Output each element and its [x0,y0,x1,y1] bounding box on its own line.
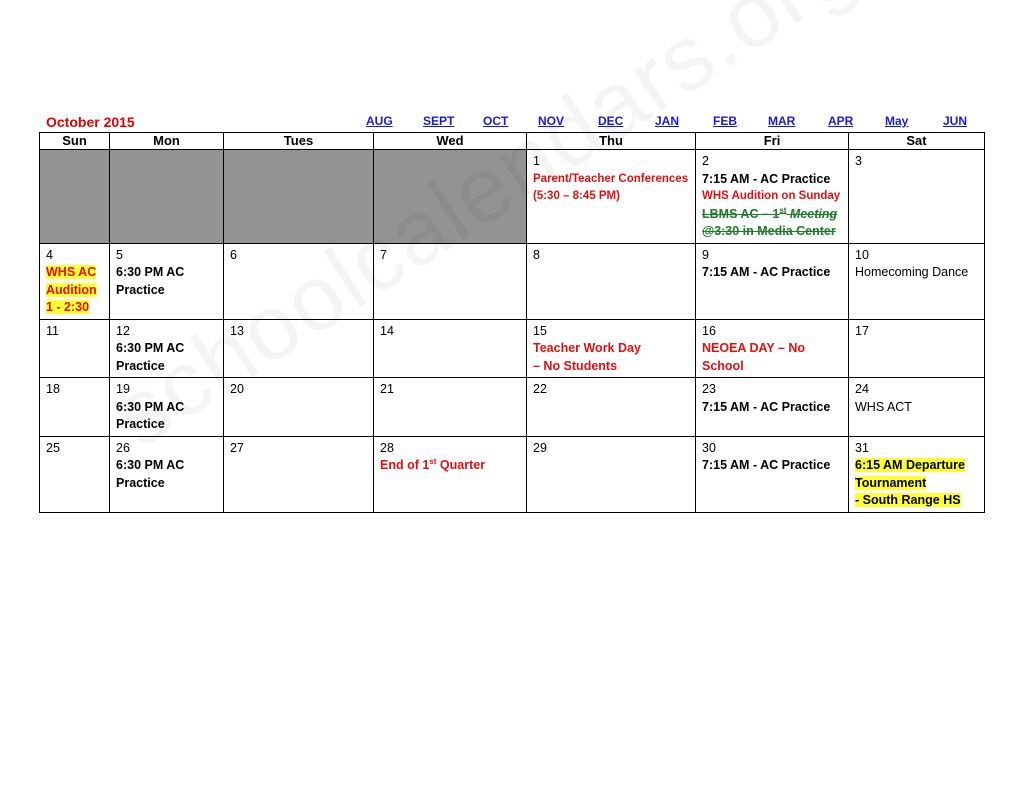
day-number: 17 [855,323,869,338]
day-cell-1 [527,150,696,244]
event-text: WHS ACT [855,399,912,414]
empty-day-cell [40,150,110,244]
week-row [40,378,985,437]
event-text: Homecoming Dance [855,265,969,279]
day-cell-28 [374,436,527,512]
day-cell-14 [374,319,527,378]
event-text: Parent/Teacher Conferences [533,172,689,185]
day-number: 11 [46,323,59,338]
month-link-sept[interactable]: SEPT [423,114,455,128]
month-link-dec[interactable]: DEC [598,114,624,128]
event-text: Practice [116,417,165,431]
day-number: 14 [380,323,394,338]
event-text-struck: LBMS AC – 1st Meeting [702,205,838,221]
calendar-grid [39,132,985,513]
day-number: 23 [702,382,716,396]
event-text-struck: @3:30 in Media Center [702,224,836,238]
event-text: 6:30 PM AC [116,399,185,414]
event-text: - South Range HS [855,493,961,507]
week-row [40,150,985,244]
week-row [40,436,985,512]
day-number: 10 [855,247,869,262]
day-number: 19 [116,382,130,396]
day-cell-15 [527,319,696,378]
event-text: 7:15 AM - AC Practice [702,399,831,414]
week-row [40,319,985,378]
event-text: NEOEA DAY – No [702,341,806,355]
day-number: 6 [230,247,237,262]
day-cell-4 [40,243,110,319]
day-cell-27 [224,436,374,512]
day-number: 30 [702,440,716,455]
month-link-jan[interactable]: JAN [655,114,680,128]
day-cell-22 [527,378,696,437]
day-cell-21 [374,378,527,437]
event-text: – No Students [533,358,618,373]
day-cell-7 [374,243,527,319]
day-number: 9 [702,247,709,262]
event-text: WHS AC [46,265,97,279]
day-header-sun: Sun [40,133,110,150]
day-number: 31 [855,440,869,455]
day-number: 20 [230,382,244,396]
day-number: 7 [380,247,387,262]
event-text: End of 1st Quarter [380,456,486,472]
event-text: 7:15 AM - AC Practice [702,265,831,279]
event-text: 1 - 2:30 [46,300,90,314]
day-number: 29 [533,440,547,455]
day-number: 27 [230,440,244,455]
month-link-mar[interactable]: MAR [768,114,796,128]
event-text: WHS Audition on Sunday [702,190,841,202]
empty-day-cell [224,150,374,244]
day-cell-19 [110,378,224,437]
day-cell-29 [527,436,696,512]
day-header-fri: Fri [696,133,849,150]
day-number: 16 [702,323,716,338]
month-link-feb[interactable]: FEB [713,114,737,128]
day-number: 1 [533,154,540,168]
month-link-oct[interactable]: OCT [483,114,509,128]
day-number: 12 [116,323,130,338]
event-text: Practice [116,475,165,490]
day-cell-11 [40,319,110,378]
day-cell-20 [224,378,374,437]
month-link-aug[interactable]: AUG [366,114,393,128]
day-cell-17 [849,319,985,378]
day-cell-25 [40,436,110,512]
month-link-may[interactable]: May [885,114,909,128]
empty-day-cell [374,150,527,244]
empty-day-cell [110,150,224,244]
event-text: 6:30 PM AC [116,341,185,355]
day-header-wed: Wed [374,133,527,150]
day-cell-8 [527,243,696,319]
day-header-tues: Tues [224,133,374,150]
event-text: Practice [116,358,165,373]
day-number: 8 [533,247,540,262]
day-cell-23 [696,378,849,437]
day-number: 25 [46,440,60,455]
day-cell-24 [849,378,985,437]
day-cell-26 [110,436,224,512]
event-text: Teacher Work Day [533,341,641,355]
day-cell-3 [849,150,985,244]
day-header-sat: Sat [849,133,985,150]
day-number: 22 [533,382,547,396]
month-link-nov[interactable]: NOV [538,114,565,128]
day-number: 28 [380,440,394,455]
event-text: School [702,358,744,373]
calendar-title: October 2015 [46,114,135,130]
day-number: 4 [46,247,53,262]
day-header-thu: Thu [527,133,696,150]
day-cell-10 [849,243,985,319]
day-number: 13 [230,323,244,338]
day-cell-6 [224,243,374,319]
month-link-jun[interactable]: JUN [943,114,968,128]
day-number: 15 [533,323,547,338]
day-number: 26 [116,440,130,455]
day-cell-18 [40,378,110,437]
day-number: 24 [855,382,869,396]
day-number: 2 [702,154,709,168]
month-link-apr[interactable]: APR [828,114,854,128]
day-cell-2 [696,150,849,244]
day-number: 18 [46,382,60,396]
week-row [40,243,985,319]
event-text: 6:30 PM AC [116,265,185,279]
event-text: 7:15 AM - AC Practice [702,171,831,186]
day-cell-9 [696,243,849,319]
event-text: 7:15 AM - AC Practice [702,458,831,472]
day-number: 21 [380,382,394,396]
day-cell-31 [849,436,985,512]
day-header-mon: Mon [110,133,224,150]
day-number: 3 [855,154,862,168]
event-text: (5:30 – 8:45 PM) [533,190,620,202]
day-cell-13 [224,319,374,378]
day-header-row [40,133,985,150]
event-text: 6:15 AM Departure [855,458,965,472]
day-cell-12 [110,319,224,378]
day-number: 5 [116,247,123,262]
day-cell-5 [110,243,224,319]
event-text: Tournament [855,475,927,490]
day-cell-16 [696,319,849,378]
event-text: 6:30 PM AC [116,458,185,472]
event-text: Audition [46,282,97,297]
event-text: Practice [116,282,165,297]
day-cell-30 [696,436,849,512]
